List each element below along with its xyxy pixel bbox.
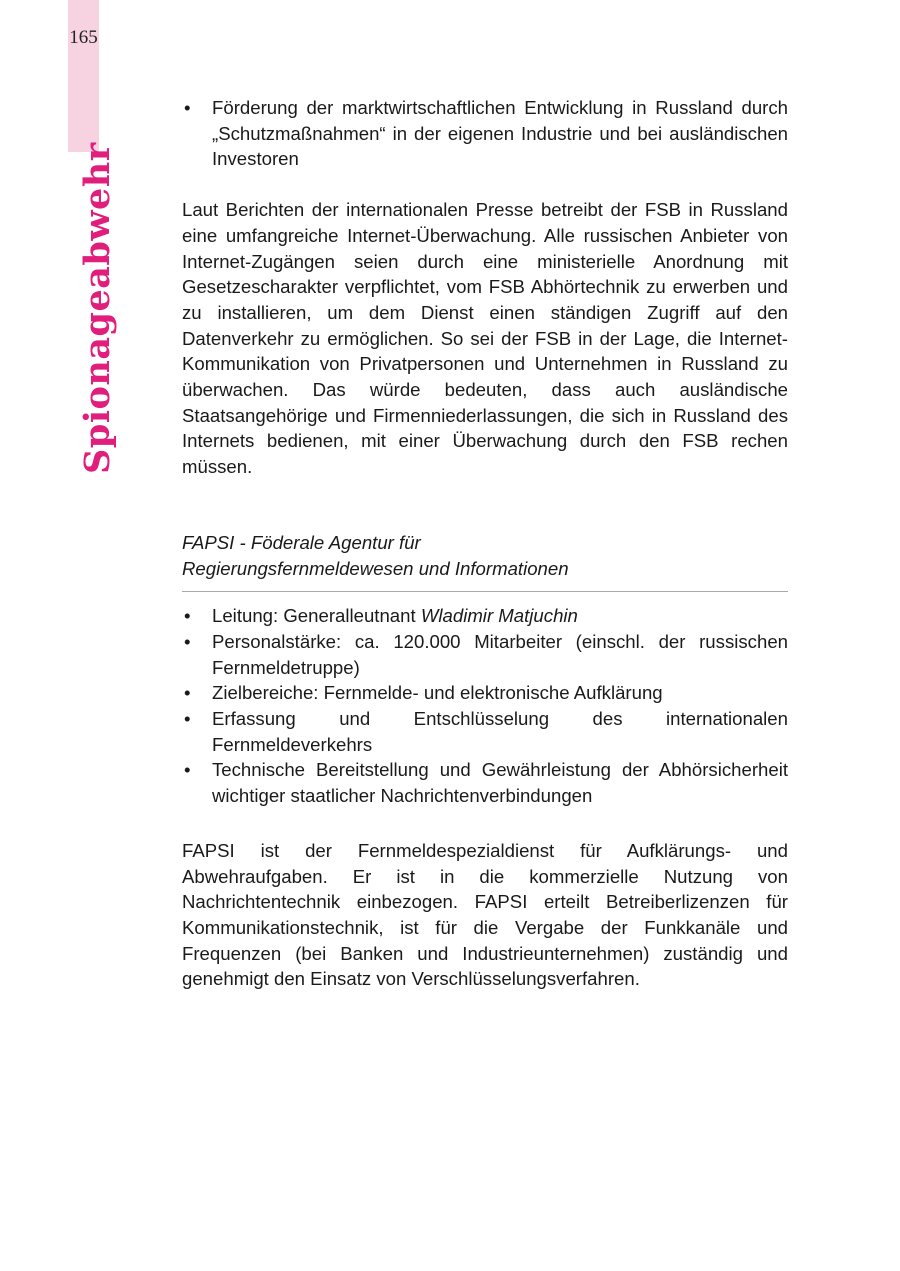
page-number: 165 — [69, 27, 98, 48]
bullet-text: Technische Bereitstellung und Gewährleistung der Abhörsicherheit wichtiger staatlicher Nachrichtenverbindungen — [212, 759, 788, 807]
section-title-line-1: FAPSI - Föderale Agentur für — [182, 531, 421, 553]
list-item — [182, 603, 788, 629]
intro-bullet-list — [182, 95, 788, 172]
bullet-icon: • — [184, 605, 191, 627]
bullet-icon: • — [184, 97, 191, 118]
bullet-icon: • — [184, 759, 191, 781]
bullet-icon: • — [184, 630, 191, 652]
list-item — [182, 95, 788, 172]
bullet-text: Zielbereiche: Fernmelde- und elektronische Aufklärung — [212, 682, 663, 704]
list-item — [182, 706, 788, 757]
bullet-icon: • — [184, 682, 191, 704]
chapter-side-title: Spionageabwehr — [77, 142, 118, 474]
page-content — [182, 95, 788, 992]
leader-name: Wladimir Matjuchin — [420, 605, 578, 627]
bullet-text: Erfassung und Entschlüsselung des internationalen Fernmeldeverkehrs — [212, 708, 788, 755]
bullet-text: Förderung der marktwirtschaftlichen Entwicklung in Russland durch „Schutzmaßnahmen“ in der eigenen Industrie und bei ausländischen Investoren — [212, 97, 788, 170]
list-item — [182, 680, 788, 706]
fapsi-bullet-list — [182, 603, 788, 809]
section-title-line-2: Regierungsfernmeldewesen und Informationen — [182, 557, 569, 579]
section-title — [182, 530, 788, 581]
page-number-tab — [68, 0, 99, 152]
section-divider — [182, 591, 788, 592]
fsb-paragraph: Laut Berichten der internationalen Presse betreibt der FSB in Russland eine umfangreiche Internet-Überwachung. Alle russischen Anbieter von Internet-Zugängen seien durch eine ministerielle Anordnung mit Gesetzescharakter verpflichtet, vom FSB Abhörtechnik zu erwerben und zu installieren, um dem Dienst einen ständigen Zugriff auf den Datenverkehr zu ermöglichen. So sei der FSB in der Lage, die Internet-Kommunikation von Privatpersonen und Unternehmen in Russland zu überwachen. Das würde bedeuten, dass auch ausländische Staatsangehörige und Firmenniederlassungen, die sich in Russland des Internets bedienen, mit einer Überwachung durch den FSB rechen müssen. — [182, 199, 788, 478]
list-item — [182, 757, 788, 808]
bullet-icon: • — [184, 708, 191, 730]
list-item — [182, 629, 788, 680]
bullet-text: Personalstärke: ca. 120.000 Mitarbeiter (einschl. der russischen Fernmeldetruppe) — [212, 630, 788, 678]
fapsi-paragraph: FAPSI ist der Fernmeldespezialdienst für Aufklärungs- und Abwehraufgaben. Er ist in die kommerzielle Nutzung von Nachrichtentechnik einbezogen. FAPSI erteilt Betreiberlizenzen für Kommunikationstechnik, ist für die Vergabe der Funkkanäle und Frequenzen (bei Banken und Industrieunternehmen) zuständig und genehmigt den Einsatz von Verschlüsselungsverfahren. — [182, 839, 788, 990]
bullet-text: Leitung: Generalleutnant — [212, 605, 421, 627]
